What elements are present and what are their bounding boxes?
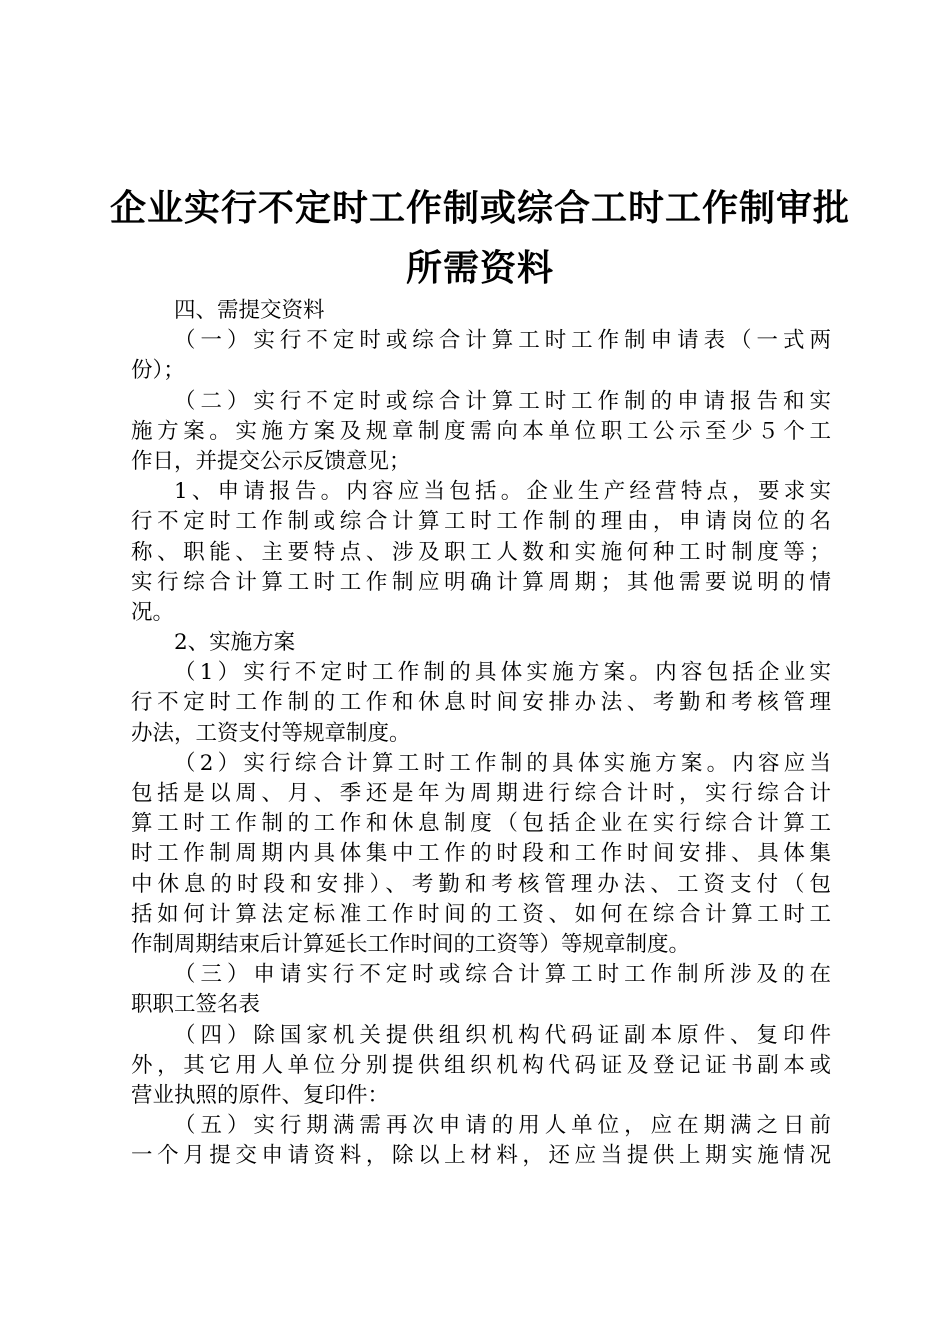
text-line: 施方案。实施方案及规章制度需向本单位职工公示至少５个工 xyxy=(131,418,831,444)
text-line: 包括是以周、月、季还是年为周期进行综合计时，实行综合计 xyxy=(131,781,831,806)
text-line: 括如何计算法定标准工作时间的工资、如何在综合计算工时工 xyxy=(131,901,831,927)
text-line: （二）实行不定时或综合计算工时工作制的申请报告和实 xyxy=(174,388,831,414)
text-line: （三）申请实行不定时或综合计算工时工作制所涉及的在 xyxy=(174,962,831,988)
text-line: 作日，并提交公示反馈意见； xyxy=(131,448,411,474)
text-line: 称、职能、主要特点、涉及职工人数和实施何种工时制度等； xyxy=(131,539,831,565)
text-line: 算工时工作制的工作和休息制度（包括企业在实行综合计算工 xyxy=(131,811,831,837)
text-line: 中休息的时段和安排）、考勤和考核管理办法、工资支付（包 xyxy=(131,871,831,897)
text-line: 办法，工资支付等规章制度。 xyxy=(131,720,411,746)
text-line: 四、需提交资料 xyxy=(174,298,325,323)
document-title-line-1: 企业实行不定时工作制或综合工时工作制审批 xyxy=(110,187,851,229)
text-line: （一）实行不定时或综合计算工时工作制申请表（一式两 xyxy=(174,328,831,354)
text-line: 况。 xyxy=(131,599,175,625)
text-line: 一个月提交申请资料，除以上材料，还应当提供上期实施情况 xyxy=(131,1143,831,1169)
text-line: 2、实施方案 xyxy=(174,630,296,656)
text-line: 行不定时工作制或综合计算工时工作制的理由，申请岗位的名 xyxy=(131,509,831,535)
text-line: 行不定时工作制的工作和休息时间安排办法、考勤和考核管理 xyxy=(131,690,831,716)
text-line: 外，其它用人单位分别提供组织机构代码证及登记证书副本或 xyxy=(131,1052,831,1078)
text-line: （四）除国家机关提供组织机构代码证副本原件、复印件 xyxy=(174,1022,831,1048)
text-line: 时工作制周期内具体集中工作的时段和工作时间安排、具体集 xyxy=(131,841,831,867)
text-line: （1）实行不定时工作制的具体实施方案。内容包括企业实 xyxy=(174,660,831,686)
text-line: 1、申请报告。内容应当包括。企业生产经营特点，要求实 xyxy=(174,479,831,505)
text-line: （五）实行期满需再次申请的用人单位，应在期满之日前 xyxy=(174,1113,831,1139)
text-line: 职职工签名表 xyxy=(131,992,261,1018)
text-line: 营业执照的原件、复印件： xyxy=(131,1082,390,1108)
document-title-line-2: 所需资料 xyxy=(405,247,554,289)
text-line: 实行综合计算工时工作制应明确计算周期；其他需要说明的情 xyxy=(131,569,831,595)
text-line: 作制周期结束后计算延长工作时间的工资等）等规章制度。 xyxy=(131,931,691,957)
text-line: （2）实行综合计算工时工作制的具体实施方案。内容应当 xyxy=(174,750,831,776)
document-body xyxy=(131,296,831,1171)
text-line: 份）； xyxy=(131,358,185,384)
